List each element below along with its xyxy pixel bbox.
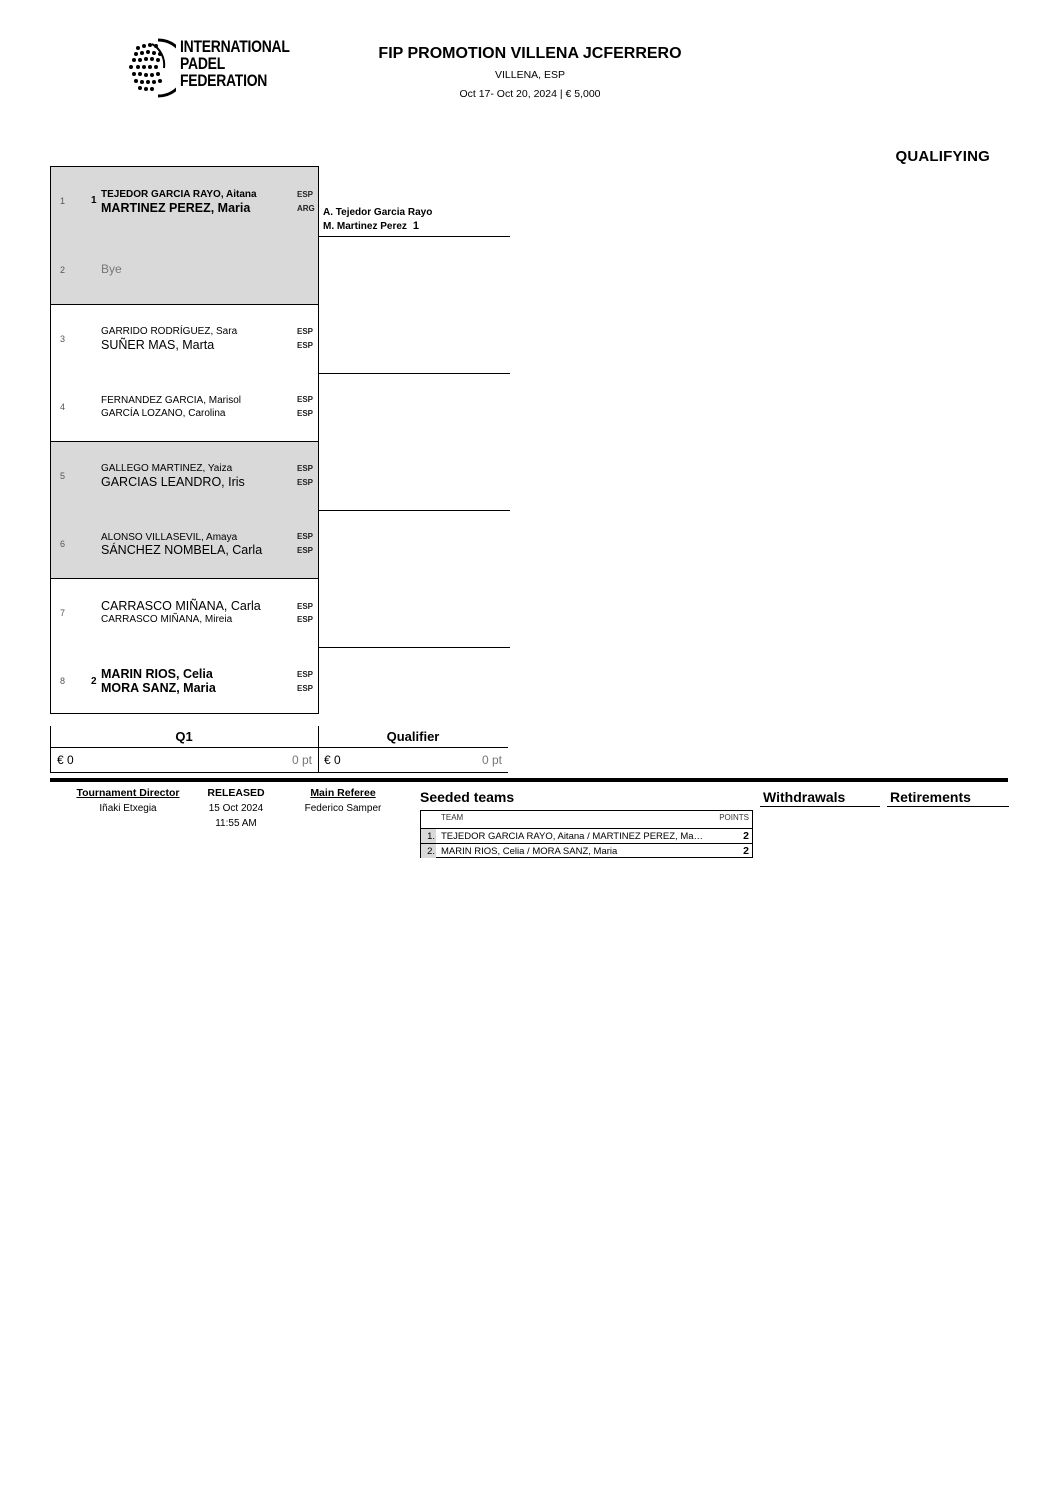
- referee-label: Main Referee: [310, 787, 376, 799]
- tournament-title: FIP PROMOTION VILLENA JCFERRERO: [378, 45, 682, 62]
- divider: [760, 806, 880, 807]
- draw-slot: [51, 304, 318, 373]
- seeded-team-row: [421, 828, 752, 843]
- draw-slot: [51, 647, 318, 716]
- col-points-header: POINTS: [719, 813, 749, 822]
- seeded-team-row: [421, 843, 752, 858]
- player-nation: ESP: [297, 531, 314, 541]
- tournament-dates: Oct 17- Oct 20, 2024 | € 5,000: [459, 88, 601, 100]
- draw-slot: [51, 510, 318, 579]
- player-name: CARRASCO MIÑANA, Mireia: [101, 614, 233, 625]
- round-header-q1: Q1: [175, 729, 193, 744]
- seed-index: 1.: [421, 829, 436, 843]
- released-label: RELEASED: [207, 787, 265, 799]
- seed-index: 2.: [421, 844, 436, 858]
- bracket-line: [319, 373, 510, 374]
- player-name: GARRIDO RODRÍGUEZ, Sara: [101, 326, 238, 337]
- tournament-city: VILLENA, ESP: [494, 69, 566, 81]
- section-title: QUALIFYING: [895, 148, 990, 165]
- winner-name: M. Martinez Perez: [323, 221, 407, 232]
- player-name: GARCIAS LEANDRO, Iris: [101, 475, 245, 489]
- divider: [50, 772, 508, 773]
- prize-money: € 0: [57, 753, 74, 767]
- team-name: TEJEDOR GARCIA RAYO, Aitana / MARTINEZ PEREZ, Ma…: [441, 831, 704, 842]
- bye-label: Bye: [101, 261, 122, 276]
- seeded-teams-table: [420, 810, 753, 858]
- released-time: 11:55 AM: [215, 818, 257, 829]
- slot-number: 1: [60, 196, 66, 207]
- seeded-teams-title: Seeded teams: [420, 789, 515, 805]
- team-points: 2: [743, 830, 749, 842]
- player-name: SÁNCHEZ NOMBELA, Carla: [101, 542, 263, 557]
- ranking-points: 0 pt: [481, 753, 502, 767]
- director-label: Tournament Director: [76, 787, 180, 799]
- retirements-title: Retirements: [890, 789, 971, 805]
- fip-logo: [128, 36, 298, 100]
- round-header-qualifier: Qualifier: [386, 729, 440, 744]
- player-nation: ESP: [297, 408, 314, 418]
- slot-number: 6: [60, 538, 66, 549]
- player-name: TEJEDOR GARCIA RAYO, Aitana: [101, 189, 257, 200]
- player-name: GALLEGO MARTINEZ, Yaiza: [101, 463, 233, 474]
- winner-seed: 1: [412, 220, 420, 232]
- player-nation: ESP: [297, 615, 314, 624]
- player-nation: ESP: [297, 190, 314, 199]
- winner-line-1: A. Tejedor Garcia Rayo: [323, 207, 433, 218]
- released-date: 15 Oct 2024: [208, 803, 264, 814]
- col-team-header: TEAM: [441, 813, 464, 822]
- player-nation: ESP: [297, 602, 314, 611]
- player-nation: ESP: [297, 478, 314, 487]
- slot-number: 3: [60, 333, 66, 344]
- player-nation: ESP: [297, 394, 314, 404]
- draw-slot: [51, 167, 318, 236]
- player-name: CARRASCO MIÑANA, Carla: [101, 599, 261, 613]
- bracket-line: [319, 510, 510, 511]
- player-nation: ESP: [297, 669, 314, 679]
- player-name: SUÑER MAS, Marta: [101, 338, 215, 352]
- player-name: FERNANDEZ GARCIA, Marisol: [101, 394, 242, 406]
- bracket-line: [319, 647, 510, 648]
- divider: [887, 806, 1009, 807]
- draw-slot: [51, 578, 318, 647]
- slot-number: 8: [60, 675, 66, 686]
- player-name: MARIN RIOS, Celia: [101, 666, 213, 681]
- seed-number: 1: [91, 195, 97, 206]
- bracket-line: [319, 236, 510, 237]
- player-name: MORA SANZ, Maria: [101, 680, 216, 695]
- player-name: ALONSO VILLASEVIL, Amaya: [101, 531, 238, 543]
- slot-number: 4: [60, 401, 66, 412]
- player-nation: ESP: [297, 545, 314, 555]
- player-nation: ARG: [297, 204, 315, 213]
- fip-ball-icon: [128, 36, 176, 100]
- draw-slot: [51, 373, 318, 442]
- slot-number: 2: [60, 264, 66, 275]
- player-nation: ESP: [297, 341, 314, 350]
- logo-wordmark: INTERNATIONAL PADEL FEDERATION: [180, 37, 290, 90]
- slot-number: 5: [60, 470, 66, 481]
- player-nation: ESP: [297, 327, 314, 336]
- slot-number: 7: [60, 607, 66, 618]
- player-nation: ESP: [297, 464, 314, 473]
- draw-slot: [51, 236, 318, 305]
- team-name: MARIN RIOS, Celia / MORA SANZ, Maria: [441, 846, 618, 857]
- referee-name: Federico Samper: [304, 803, 382, 814]
- footer-separator: [50, 778, 1008, 782]
- seed-number: 2: [91, 675, 97, 687]
- player-nation: ESP: [297, 683, 314, 693]
- winner-line-2: [323, 220, 419, 232]
- director-name: Iñaki Etxegia: [99, 803, 157, 814]
- player-name: GARCÍA LOZANO, Carolina: [101, 407, 226, 419]
- player-name: MARTINEZ PEREZ, Maria: [101, 201, 251, 215]
- draw-table: [50, 166, 319, 714]
- ranking-points: 0 pt: [291, 753, 312, 767]
- prize-money: € 0: [324, 753, 341, 767]
- withdrawals-title: Withdrawals: [763, 789, 846, 805]
- draw-slot: [51, 441, 318, 510]
- team-points: 2: [743, 845, 749, 857]
